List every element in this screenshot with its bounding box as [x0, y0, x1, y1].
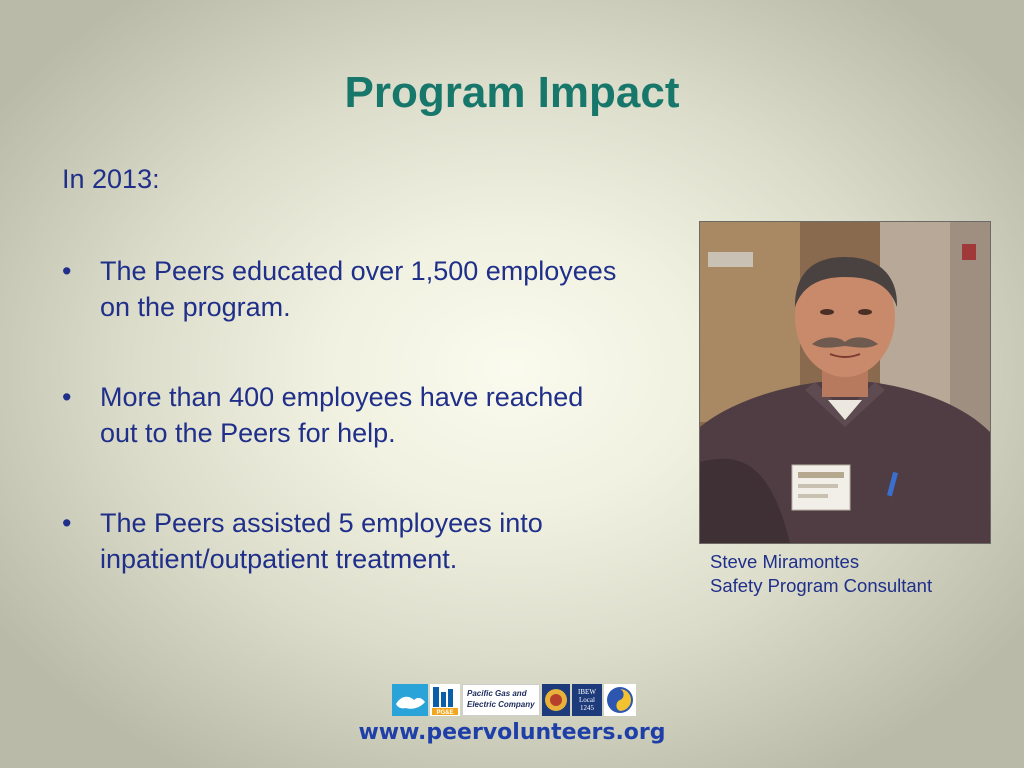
- bullet-list: [62, 253, 622, 631]
- ibew-local-plate: [572, 684, 602, 716]
- bullet-item: [62, 253, 622, 325]
- ibew-seal-icon: [542, 684, 570, 716]
- peer-volunteers-logo: [392, 684, 428, 716]
- caption-name: Steve Miramontes: [710, 551, 860, 572]
- bullet-text: The Peers educated over 1,500 employees on the program.: [100, 256, 617, 322]
- website-link[interactable]: www.peervolunteers.org: [358, 720, 666, 745]
- safety-emblem-icon: [604, 684, 636, 716]
- bullet-item: [62, 379, 622, 451]
- intro-text: In 2013:: [62, 164, 160, 194]
- portrait-photo: [699, 221, 991, 544]
- bullet-marker: •: [62, 382, 72, 412]
- pge-abbrev: PG&E: [436, 710, 454, 716]
- caption-role: Safety Program Consultant: [710, 575, 933, 596]
- sponsor-logos: [392, 684, 636, 716]
- pge-name: Pacific Gas and Electric Company: [467, 689, 535, 709]
- pge-name-plate: [462, 684, 540, 716]
- photo-caption: [710, 550, 932, 598]
- bullet-text: More than 400 employees have reached out to the Peers for help.: [100, 382, 584, 448]
- bullet-marker: •: [62, 256, 72, 286]
- bullet-item: [62, 505, 622, 577]
- pge-logo: [430, 684, 460, 716]
- slide-title: Program Impact: [344, 68, 680, 117]
- bullet-marker: •: [62, 508, 72, 538]
- ibew-local: IBEW Local 1245: [578, 688, 596, 712]
- bullet-text: The Peers assisted 5 employees into inpatient/outpatient treatment.: [100, 508, 543, 574]
